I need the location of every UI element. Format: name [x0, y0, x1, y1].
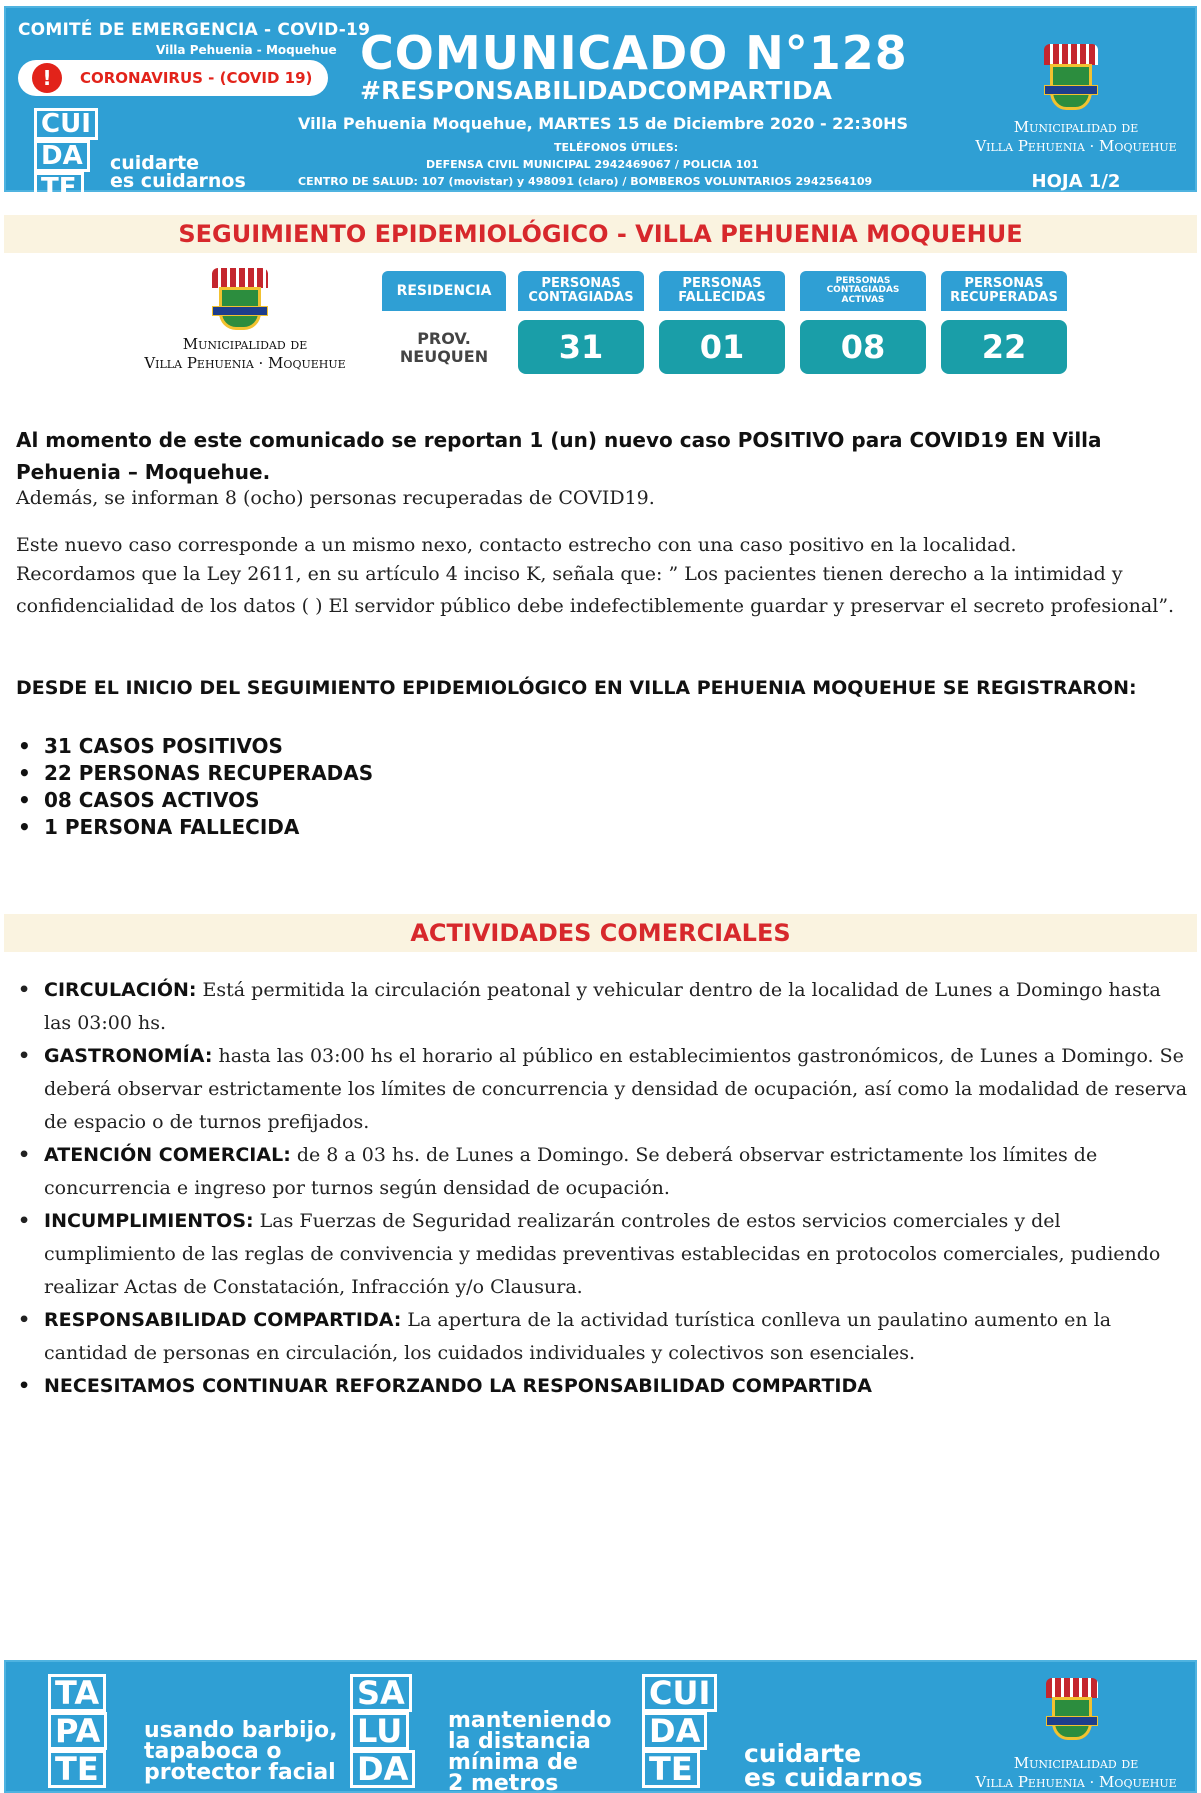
cuidate-line: DA: [642, 1712, 707, 1750]
tapate-text-line: usando barbijo,: [144, 1718, 338, 1743]
comunicado-title: COMUNICADO N°128: [360, 26, 908, 80]
stat-header-line: FALLECIDAS: [678, 290, 766, 305]
header-banner: [4, 6, 1197, 203]
residencia-value: [382, 330, 506, 366]
cuidate-text: [744, 1739, 923, 1792]
municipality-line: Villa Pehuenia · Moquehue: [975, 137, 1177, 155]
recovered-paragraph: Además, se informan 8 (ocho) personas recuperadas de COVID19.: [16, 487, 655, 509]
tapate-text: [144, 1720, 338, 1783]
date-line: Villa Pehuenia Moquehue, MARTES 15 de Diciembre 2020 - 22:30HS: [298, 114, 908, 133]
municipal-crest-icon: [212, 268, 268, 330]
item-label: ATENCIÓN COMERCIAL:: [44, 1144, 291, 1166]
list-item: [16, 1205, 1191, 1304]
saluda-line: LU: [350, 1712, 409, 1750]
slogan-line: es cuidarnos: [110, 170, 246, 192]
stat-value-fallecidas: 01: [659, 320, 785, 374]
municipal-crest-icon: [1046, 1678, 1098, 1740]
stat-header-recuperadas: [941, 271, 1067, 311]
list-item: • NECESITAMOS CONTINUAR REFORZANDO LA RESPONSABILIDAD COMPARTIDA: [16, 1370, 1191, 1403]
list-item: [16, 1139, 1191, 1205]
cuidate-logo: [642, 1674, 717, 1788]
municipality-line: Villa Pehuenia · Moquehue: [975, 1773, 1177, 1791]
stat-header-line: CONTAGIADAS: [826, 285, 900, 296]
residencia-line: PROV.: [417, 329, 471, 348]
comite-title: COMITÉ DE EMERGENCIA - COVID-19: [18, 20, 371, 40]
slogan-line: cuidarte: [110, 152, 200, 174]
item-label: RESPONSABILIDAD COMPARTIDA:: [44, 1309, 402, 1331]
saluda-logo: [350, 1674, 415, 1788]
cuidate-line: CUI: [34, 108, 98, 140]
tapate-text-line: protector facial: [144, 1760, 336, 1785]
list-item: • 1 PERSONA FALLECIDA: [16, 814, 373, 841]
saluda-text-line: mínima de: [448, 1750, 578, 1775]
item-text: de 8 a 03 hs. de Lunes a Domingo. Se deberá observar estrictamente los límites de concurrencia e ingreso por turnos según densidad de ocupación.: [44, 1144, 1098, 1199]
list-item: [16, 974, 1191, 1040]
item-text: hasta las 03:00 hs el horario al público en establecimientos gastronómicos, de Lunes a Domingo. Se deberá observar estrictamente los límites de concurrencia y densidad de ocupación, así como la modalidad de reserva de espacio o de turnos prefijados.: [44, 1045, 1188, 1133]
municipality-name: [110, 335, 380, 373]
coronavirus-label: CORONAVIRUS - (COVID 19): [80, 69, 313, 87]
desde-heading: DESDE EL INICIO DEL SEGUIMIENTO EPIDEMIOLÓGICO EN VILLA PEHUENIA MOQUEHUE SE REGISTRARON:: [16, 677, 1137, 699]
tapate-text-line: tapaboca o: [144, 1739, 282, 1764]
cuidate-line: TE: [34, 172, 84, 204]
stat-header-line: PERSONAS: [964, 276, 1044, 292]
stat-header-line: ACTIVAS: [841, 294, 885, 305]
coronavirus-badge: [18, 60, 328, 96]
phones-title: TELÉFONOS ÚTILES:: [554, 141, 679, 154]
cuidate-line: TE: [642, 1750, 700, 1788]
nexo-line: Este nuevo caso corresponde a un mismo nexo, contacto estrecho con una caso positivo en la localidad.: [16, 534, 1017, 556]
cuidate-text-line: es cuidarnos: [744, 1763, 923, 1792]
phones-line: DEFENSA CIVIL MUNICIPAL 2942469067 / POLICIA 101: [426, 158, 759, 171]
item-text: La apertura de la actividad turística conlleva un paulatino aumento en la cantidad de personas en circulación, los cuidados individuales y colectivos son esenciales.: [44, 1309, 1112, 1364]
section-title: SEGUIMIENTO EPIDEMIOLÓGICO - VILLA PEHUENIA MOQUEHUE: [4, 215, 1197, 253]
hashtag: #RESPONSABILIDADCOMPARTIDA: [360, 76, 833, 105]
saluda-text-line: 2 metros: [448, 1771, 559, 1793]
stat-header-activas: [800, 271, 926, 311]
stats-list: [16, 733, 373, 841]
cuidarte-slogan: [110, 154, 246, 190]
stat-header-line: PERSONAS: [682, 276, 762, 292]
list-item: • 22 PERSONAS RECUPERADAS: [16, 760, 373, 787]
tapate-line: PA: [48, 1712, 107, 1750]
page-indicator: HOJA 1/2: [1031, 171, 1121, 192]
item-text: Las Fuerzas de Seguridad realizarán controles de estos servicios comerciales y del cumplimiento de las reglas de convivencia y medidas preventivas establecidas en protocolos comerciales, pudiendo realizar Actas de Constatación, Infracción y/o Clausura.: [44, 1210, 1161, 1298]
municipality-name: [951, 118, 1201, 156]
cuidate-line: CUI: [642, 1674, 717, 1712]
municipality-name: [951, 1754, 1201, 1792]
ley-text: Recordamos que la Ley 2611, en su artículo 4 inciso K, señala que: ” Los pacientes tienen derecho a la intimidad y confidencialidad de los datos ( ) El servidor público debe indefectiblemente guardar y preservar el secreto profesional”.: [16, 563, 1175, 617]
list-item: [16, 1304, 1191, 1370]
intro-paragraph: Al momento de este comunicado se reportan 1 (un) nuevo caso POSITIVO para COVID19 EN Villa Pehuenia – Moquehue.: [16, 428, 1102, 484]
municipal-crest-icon: [1044, 44, 1098, 110]
phones-line: CENTRO DE SALUD: 107 (movistar) y 498091 (claro) / BOMBEROS VOLUNTARIOS 2942564109: [298, 175, 873, 188]
saluda-text: [448, 1710, 612, 1793]
municipality-line: Municipalidad de: [182, 335, 308, 353]
alert-icon: !: [32, 63, 62, 93]
stat-header-line: CONTAGIADAS: [528, 290, 634, 305]
municipality-line: Villa Pehuenia · Moquehue: [144, 354, 346, 372]
stat-header-line: PERSONAS: [541, 276, 621, 292]
comite-location: Villa Pehuenia - Moquehue: [156, 43, 337, 57]
section-title: ACTIVIDADES COMERCIALES: [4, 914, 1197, 952]
residencia-header: RESIDENCIA: [382, 271, 506, 311]
item-label: INCUMPLIMIENTOS:: [44, 1210, 254, 1232]
saluda-line: DA: [350, 1750, 415, 1788]
cuidate-logo: [34, 108, 98, 204]
saluda-text-line: la distancia: [448, 1729, 591, 1754]
nexo-paragraph: [16, 532, 1191, 622]
list-item: [16, 1040, 1191, 1139]
list-item: • 31 CASOS POSITIVOS: [16, 733, 373, 760]
stat-header-line: PERSONAS: [835, 275, 891, 286]
list-item: • 08 CASOS ACTIVOS: [16, 787, 373, 814]
tapate-line: TA: [48, 1674, 106, 1712]
residencia-line: NEUQUEN: [399, 347, 489, 366]
tapate-logo: [48, 1674, 107, 1788]
item-label: CIRCULACIÓN:: [44, 979, 197, 1001]
saluda-line: SA: [350, 1674, 412, 1712]
item-text: Está permitida la circulación peatonal y vehicular dentro de la localidad de Lunes a Domingo hasta las 03:00 hs.: [44, 979, 1161, 1034]
item-label: GASTRONOMÍA:: [44, 1045, 213, 1067]
cuidate-text-line: cuidarte: [744, 1739, 862, 1768]
activities-list: [16, 974, 1191, 1403]
stat-header-contagiadas: [518, 271, 644, 311]
stat-header-fallecidas: [659, 271, 785, 311]
cuidate-line: DA: [34, 140, 90, 172]
footer-banner: [4, 1660, 1197, 1793]
municipality-line: Municipalidad de: [1013, 1754, 1139, 1772]
tapate-line: TE: [48, 1750, 106, 1788]
stat-value-contagiadas: 31: [518, 320, 644, 374]
stat-header-line: RECUPERADAS: [950, 290, 1058, 305]
municipality-line: Municipalidad de: [1013, 118, 1139, 136]
stat-value-activas: 08: [800, 320, 926, 374]
saluda-text-line: manteniendo: [448, 1708, 612, 1733]
stat-value-recuperadas: 22: [941, 320, 1067, 374]
